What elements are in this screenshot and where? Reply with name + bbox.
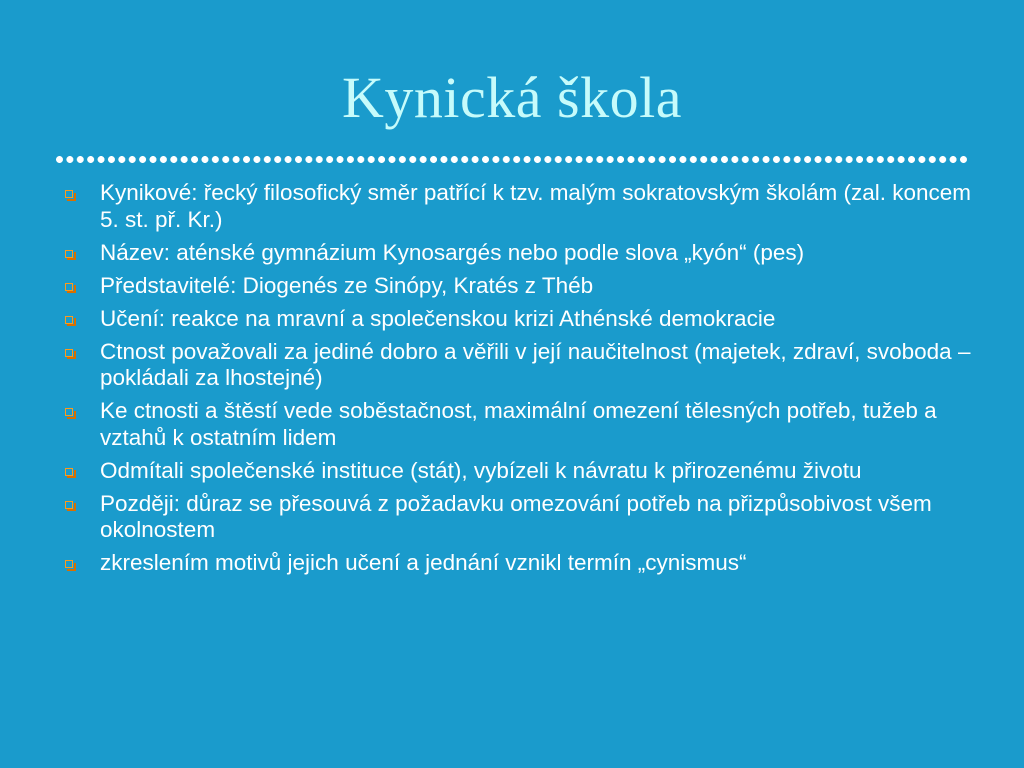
bullet-text: zkreslením motivů jejich učení a jednání vznikl termín „cynismus“: [100, 550, 747, 575]
hollow-square-bullet-icon: [65, 408, 73, 416]
list-item: [60, 398, 975, 451]
hollow-square-bullet-icon: [65, 468, 73, 476]
hollow-square-bullet-icon: [65, 250, 73, 258]
list-item: [60, 240, 975, 267]
bullet-text: Kynikové: řecký filosofický směr patřící k tzv. malým sokratovským školám (zal. koncem 5. st. př. Kr.): [100, 180, 972, 232]
list-item: [60, 180, 975, 233]
hollow-square-bullet-icon: [65, 190, 73, 198]
bullet-text: Název: aténské gymnázium Kynosargés nebo podle slova „kyón“ (pes): [100, 239, 805, 265]
list-item: [60, 550, 975, 577]
list-item: [60, 273, 975, 300]
hollow-square-bullet-icon: [65, 560, 73, 568]
title-separator: [56, 155, 968, 164]
list-item: [60, 458, 975, 485]
bullet-text: Učení: reakce na mravní a společenskou krizi Athénské demokracie: [100, 305, 776, 331]
list-item: [60, 339, 975, 392]
bullet-text: Ctnost považovali za jediné dobro a věřili v její naučitelnost (majetek, zdraví, svoboda – pokládali za lhostejné): [100, 338, 971, 390]
bullet-text: Odmítali společenské instituce (stát), vybízeli k návratu k přirozenému životu: [100, 457, 862, 483]
bullet-list: [60, 180, 975, 583]
bullet-text: Představitelé: Diogenés ze Sinópy, Kratés z Théb: [100, 272, 594, 298]
hollow-square-bullet-icon: [65, 316, 73, 324]
hollow-square-bullet-icon: [65, 283, 73, 291]
slide-title: Kynická škola: [342, 65, 682, 130]
list-item: [60, 491, 975, 544]
bullet-text: Ke ctnosti a štěstí vede soběstačnost, maximální omezení tělesných potřeb, tužeb a vztahů k ostatním lidem: [100, 398, 937, 450]
hollow-square-bullet-icon: [65, 501, 73, 509]
hollow-square-bullet-icon: [65, 349, 73, 357]
bullet-text: Později: důraz se přesouvá z požadavku omezování potřeb na přizpůsobivost všem okolnostem: [100, 490, 932, 542]
list-item: [60, 306, 975, 333]
